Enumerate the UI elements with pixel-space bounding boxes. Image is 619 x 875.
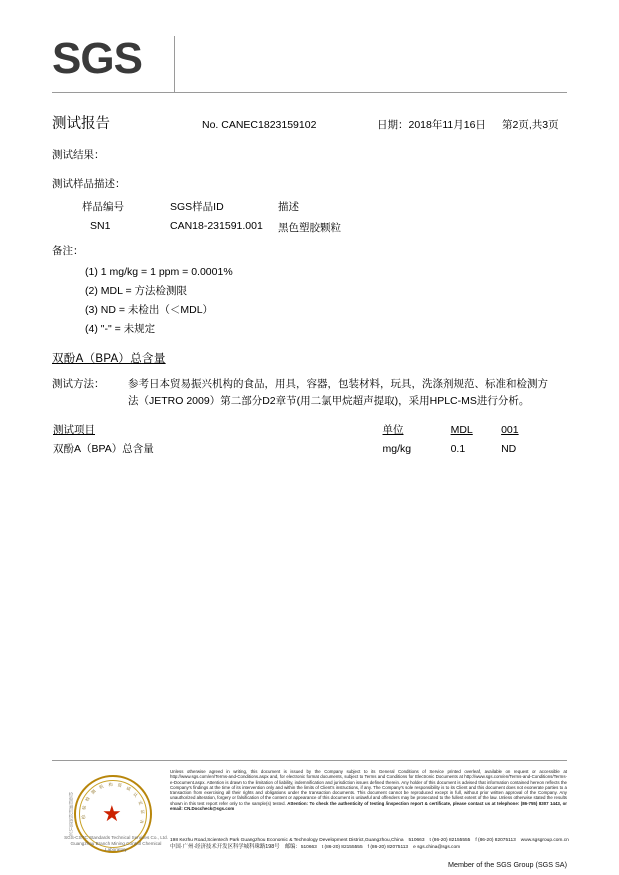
email-cn: e sgs.china@sgs.com bbox=[413, 845, 461, 850]
sgs-logo-text: SGS bbox=[52, 34, 142, 83]
fax-cn: f (86-20) 82075113 bbox=[367, 845, 409, 850]
cell-sample-no: SN1 bbox=[90, 220, 111, 232]
table-header-row bbox=[82, 199, 398, 218]
legal-disclaimer bbox=[170, 769, 567, 811]
address-cn: 中国·广州·经济技术开发区科学城科珠路198号 bbox=[170, 844, 280, 850]
bpa-results-table bbox=[52, 421, 567, 459]
tel-cn-value: (86-20) 82155555 bbox=[324, 845, 363, 850]
footer-address-block bbox=[170, 837, 567, 851]
sample-description-heading: 测试样品描述： bbox=[52, 178, 126, 190]
table-row bbox=[82, 220, 398, 239]
stamp-caption-line-2: Guangzhou Branch Mining Control Chemical Laboratory bbox=[70, 841, 162, 852]
page-indicator: 第2页,共3页 bbox=[502, 119, 559, 131]
column-header-sgs-id: SGS样品ID bbox=[170, 201, 224, 213]
tel-en-value: (86-20) 82155555 bbox=[432, 838, 471, 843]
fax-en-value: (86-20) 82075113 bbox=[478, 838, 516, 843]
method-label: 测试方法： bbox=[52, 378, 105, 390]
postcode-cn-value: 510663 bbox=[300, 845, 317, 850]
method-line-2: 法（JETRO 2009）第二部分D2章节(用二氯甲烷超声提取)，采用HPLC-MS进行分析。 bbox=[128, 395, 530, 407]
postcode-cn-label: 邮编： bbox=[284, 844, 301, 850]
remark-item-2: (2) MDL = 方法检测限 bbox=[85, 285, 187, 297]
postcode-en: 510663 bbox=[408, 838, 425, 843]
laboratory-seal-stamp bbox=[62, 772, 170, 857]
cell-test-item: 双酚A（BPA）总含量 bbox=[53, 443, 154, 455]
table-row bbox=[52, 440, 567, 459]
fax-cn-value: (86-20) 82075113 bbox=[370, 845, 409, 850]
column-header-mdl: MDL bbox=[450, 423, 473, 436]
address-row-cn bbox=[170, 844, 567, 851]
footer-divider bbox=[52, 760, 567, 761]
report-date: 日期：2018年11月16日 bbox=[377, 119, 486, 131]
stamp-side-text: 检验检测机构资质认定 bbox=[69, 792, 74, 836]
header-divider bbox=[52, 92, 567, 93]
column-header-description: 描述 bbox=[278, 201, 299, 213]
report-number: No. CANEC1823159102 bbox=[202, 119, 317, 131]
stamp-caption bbox=[62, 835, 170, 853]
member-of-group-note: Member of the SGS Group (SGS SA) bbox=[447, 860, 567, 869]
logo-vertical-divider bbox=[174, 36, 175, 92]
cell-sgs-id: CAN18-231591.001 bbox=[170, 220, 263, 232]
remark-item-1: (1) 1 mg/kg = 1 ppm = 0.0001% bbox=[85, 266, 233, 278]
column-header-sample-001: 001 bbox=[501, 423, 519, 436]
bpa-section-heading: 双酚A（BPA）总含量 bbox=[52, 353, 166, 365]
email-cn-value: sgs.china@sgs.com bbox=[417, 845, 461, 850]
website: www.sgsgroup.com.cn bbox=[520, 838, 569, 843]
postcode-cn bbox=[285, 844, 317, 851]
table-header-row bbox=[52, 421, 567, 440]
cell-result: ND bbox=[501, 442, 517, 455]
method-line-1: 参考日本贸易振兴机构的食品，用具，容器，包装材料，玩具，洗涤剂规范、标准和检测方 bbox=[128, 378, 548, 390]
column-header-unit: 单位 bbox=[382, 424, 404, 436]
column-header-sample-no: 样品编号 bbox=[82, 201, 124, 213]
page-title: 测试报告 bbox=[52, 116, 110, 132]
legal-text: Unless otherwise agreed in writing, this document is issued by the Company subject to its General Conditions of Service printed overleaf, available on request or accessible at http://www.sgs.com/en/Terms-and-Conditions.aspx and, for electronic format documents, subject to Terms and Conditions for Electronic Documents at http://www.sgs.com/en/Terms-and-Conditions/Terms-e-Document.aspx. Attention is drawn to the limitation of liability, indemnification and jurisdiction issues defined therein. Any holder of this document is advised that information contained hereon reflects the Company's findings at the time of its intervention only and within the limits of Client's instructions, if any. The Company's sole responsibility is to its Client and this document does not exonerate parties to a transaction from exercising all their rights and obligations under the transaction documents. This document cannot be reproduced except in full, without prior written approval of the Company. Any unauthorized alteration, forgery or falsification of the content or appearance of this document is unlawful and offenders may be prosecuted to the fullest extent of the law. Unless otherwise stated the results shown in this test report refer only to the sample(s) tested. bbox=[170, 769, 567, 806]
remark-item-3: (3) ND = 未检出（＜MDL） bbox=[85, 304, 214, 316]
sample-description-table bbox=[80, 197, 400, 241]
fax-en: f (86-20) 82075113 bbox=[475, 838, 516, 843]
remark-item-4: (4) "-" = 未规定 bbox=[85, 323, 156, 335]
cell-mdl: 0.1 bbox=[450, 442, 466, 455]
sgs-logo bbox=[52, 36, 174, 90]
results-label: 测试结果： bbox=[52, 149, 105, 161]
stamp-caption-line-1: SGS-CSTC Standards Technical Services Co., Ltd. bbox=[64, 835, 168, 840]
remarks-heading: 备注： bbox=[52, 245, 84, 257]
attention-notice: Attention: To check the authenticity of testing /inspection report & certificate, please contact us at telephone: (86-755) 8307 1443, or email: CN.Doccheck@sgs.com bbox=[170, 800, 567, 812]
address-row-en bbox=[170, 837, 567, 844]
cell-description: 黑色塑胶颗粒 bbox=[278, 222, 341, 234]
stamp-ring-text: 检 验 检 测 机 构 资 质 认 定 证 书 bbox=[80, 781, 146, 824]
title-row bbox=[52, 112, 567, 133]
tel-cn: t (86-20) 82155555 bbox=[321, 845, 363, 850]
tel-en: t (86-20) 82155555 bbox=[429, 838, 471, 843]
star-icon: ★ bbox=[102, 801, 122, 826]
column-header-test-item: 测试项目 bbox=[53, 424, 95, 436]
address-en: 198 Kezhu Road,Scientech Park Guangzhou Economic & Technology Development District,Guangzhou,China bbox=[170, 838, 404, 843]
cell-unit: mg/kg bbox=[382, 442, 412, 455]
